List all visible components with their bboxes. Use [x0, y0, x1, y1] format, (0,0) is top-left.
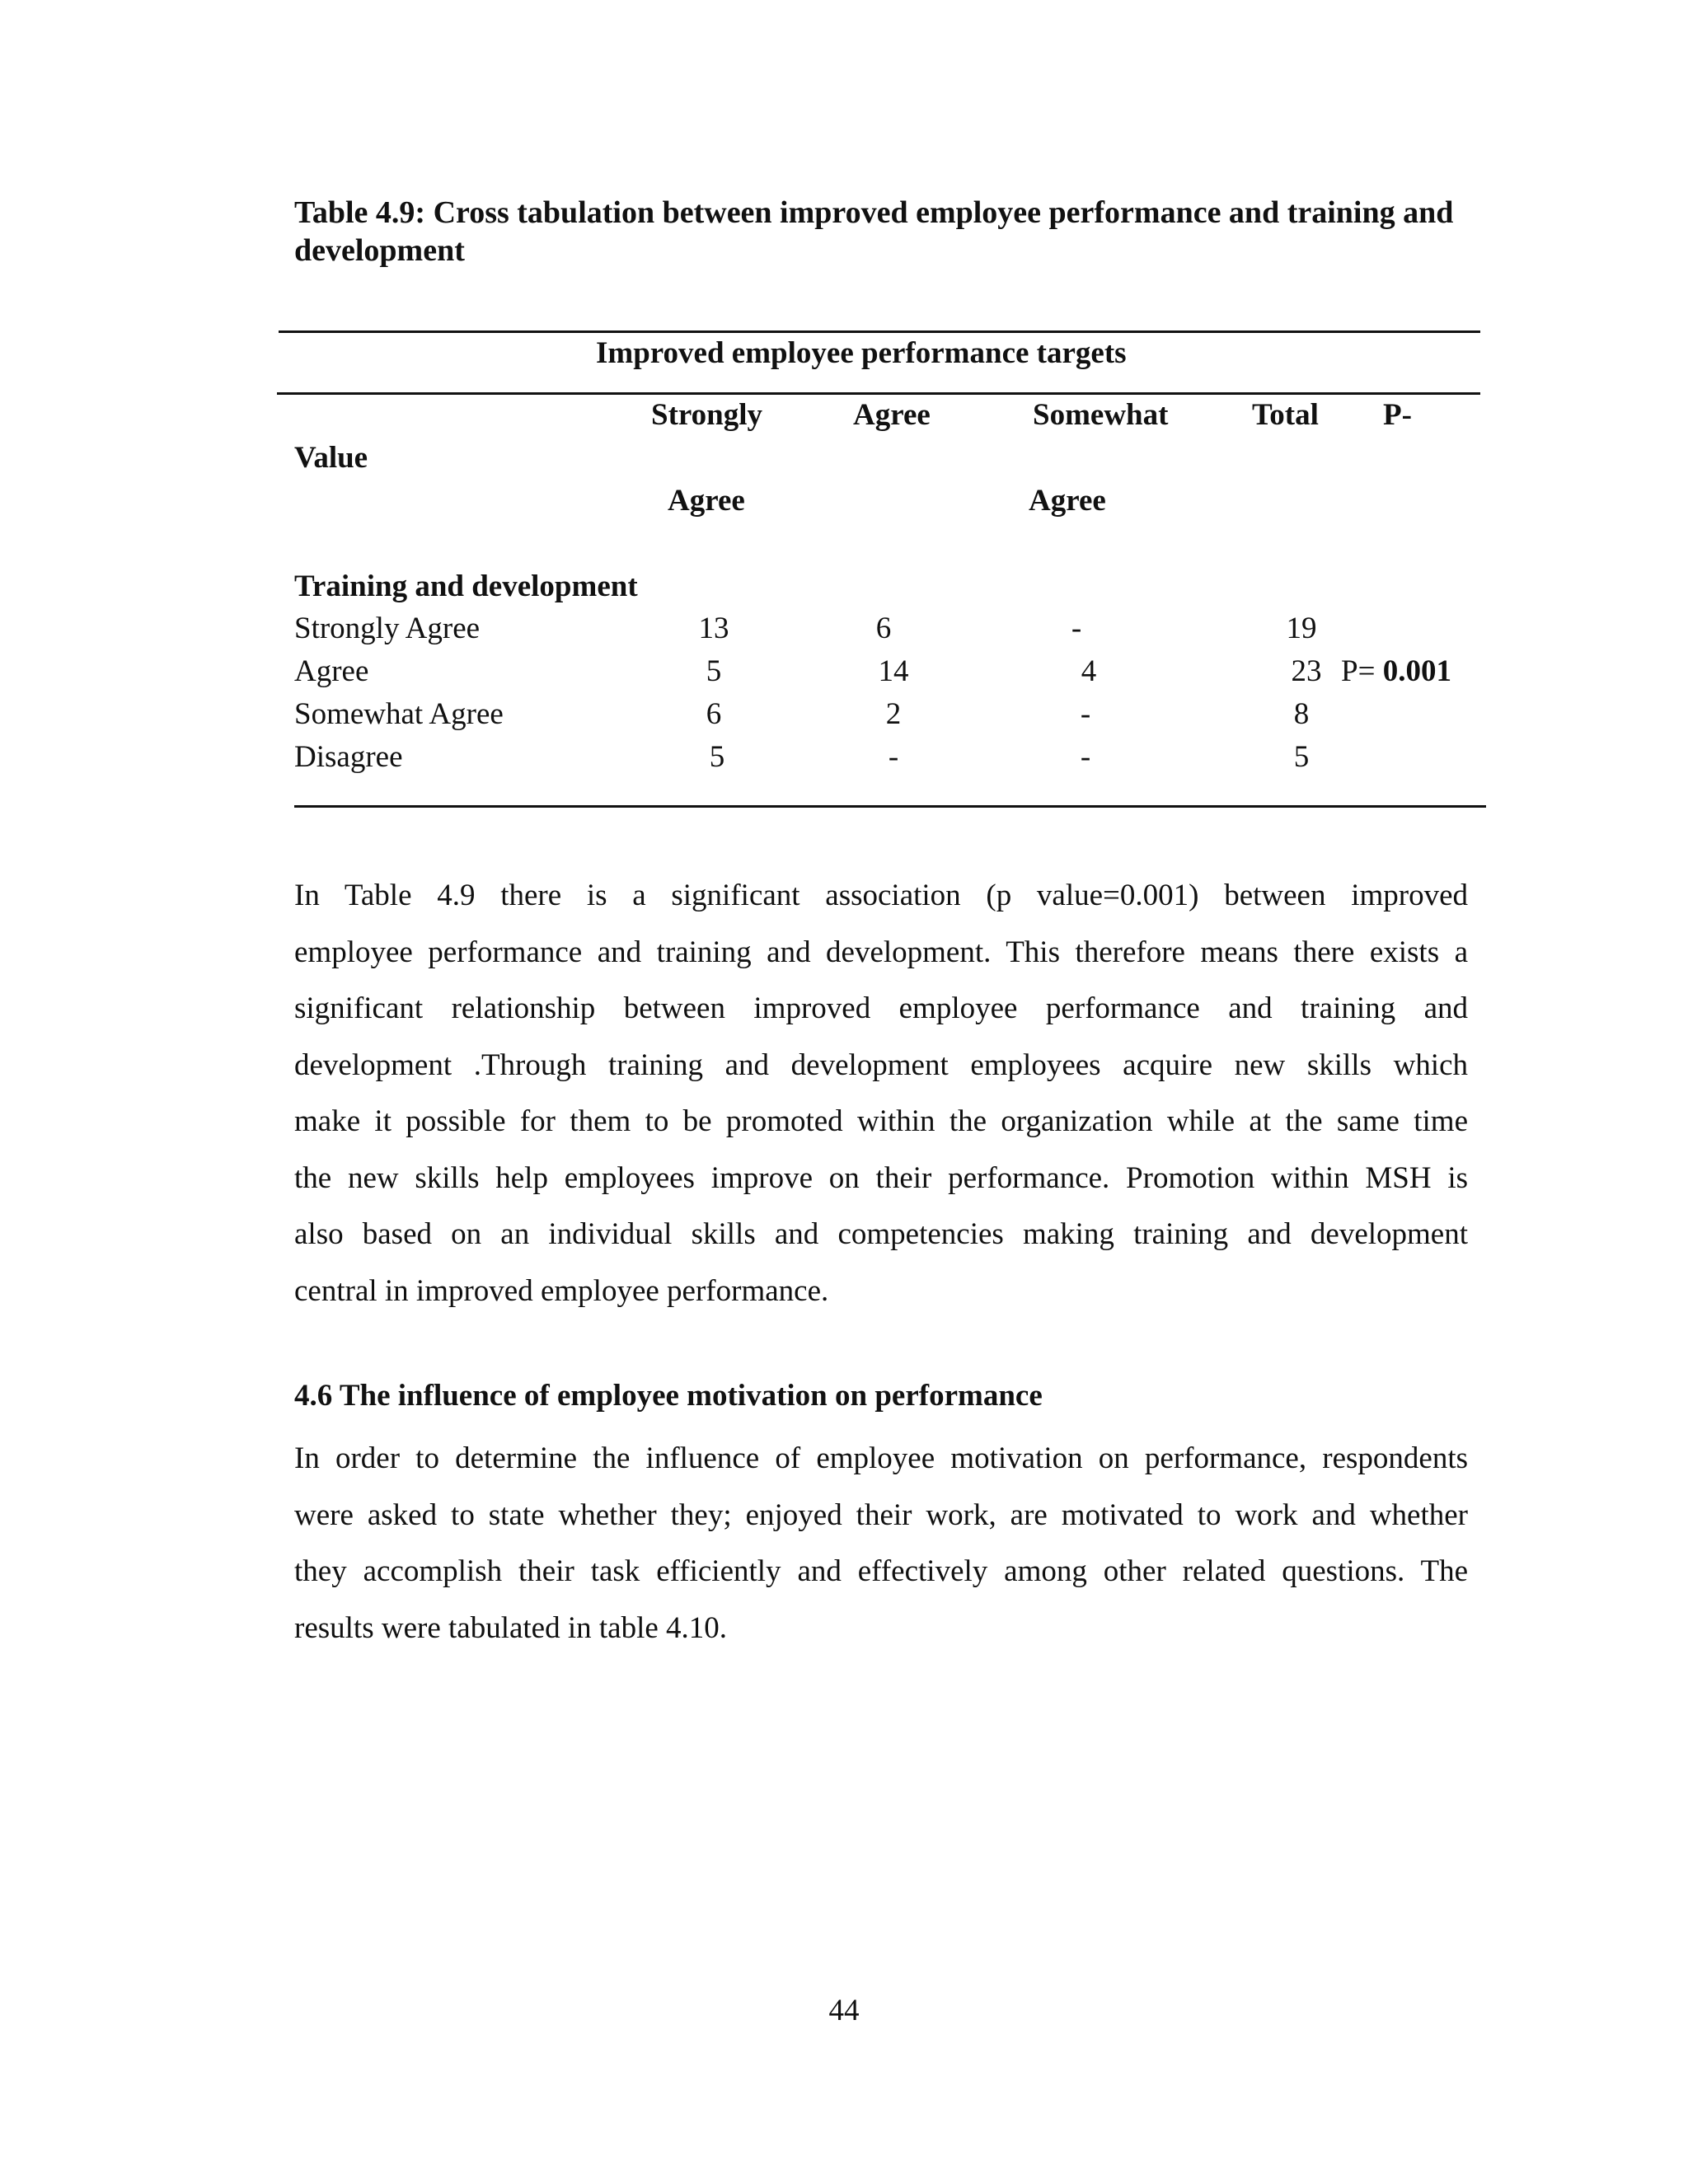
- column-header-strongly: Strongly: [651, 398, 763, 432]
- p-value: 0.001: [1382, 654, 1451, 688]
- p-value-label: [1341, 654, 1451, 689]
- cell-somewhat-agree: -: [1080, 740, 1091, 774]
- table-section-label: Training and development: [294, 569, 638, 603]
- paragraph-line: significant relationship between improved employee performance and training and: [294, 991, 1468, 1025]
- paragraph-line: In Table 4.9 there is a significant association (p value=0.001) between improved: [294, 879, 1468, 912]
- table-bottom-rule: [294, 805, 1486, 808]
- p-value-prefix: P=: [1341, 654, 1376, 688]
- body-paragraph-2: [294, 1431, 1468, 1657]
- cell-total: 19: [1286, 612, 1317, 645]
- paragraph-line: were asked to state whether they; enjoyed their work, are motivated to work and whether: [294, 1497, 1468, 1532]
- cell-somewhat-agree: 4: [1081, 654, 1097, 688]
- paragraph-line: the new skills help employees improve on their performance. Promotion within MSH is: [294, 1160, 1468, 1195]
- column-header-total: Total: [1252, 398, 1319, 432]
- cell-strongly-agree: 5: [706, 654, 722, 688]
- paragraph-line: also based on an individual skills and competencies making training and development: [294, 1217, 1468, 1251]
- paragraph-line: central in improved employee performance.: [294, 1273, 829, 1308]
- cell-somewhat-agree: -: [1071, 612, 1082, 645]
- page-number: 44: [828, 1994, 860, 2027]
- cell-somewhat-agree: -: [1080, 697, 1091, 731]
- table-group-header: Improved employee performance targets: [596, 336, 1127, 370]
- paragraph-line: results were tabulated in table 4.10.: [294, 1610, 728, 1645]
- section-heading: 4.6 The influence of employee motivation on performance: [294, 1379, 1043, 1413]
- table-top-rule: [279, 330, 1480, 333]
- cell-strongly-agree: 6: [706, 697, 722, 731]
- paragraph-line: they accomplish their task efficiently and effectively among other related questions. The: [294, 1554, 1468, 1588]
- paragraph-line: employee performance and training and development. This therefore means there exists a: [294, 935, 1468, 969]
- cell-agree: 2: [885, 697, 902, 731]
- cell-total: 8: [1293, 697, 1310, 731]
- row-header-value: Value: [294, 441, 368, 475]
- column-header-strongly-agree: Agree: [668, 484, 745, 518]
- paragraph-line: make it possible for them to be promoted within the organization while at the same time: [294, 1104, 1468, 1138]
- cell-strongly-agree: 5: [709, 740, 725, 774]
- row-label: Somewhat Agree: [294, 697, 504, 731]
- cell-agree: 14: [878, 654, 909, 688]
- column-header-somewhat-agree: Agree: [1029, 484, 1106, 518]
- column-header-agree: Agree: [853, 398, 931, 432]
- column-header-p: P-: [1383, 398, 1412, 432]
- row-label: Strongly Agree: [294, 612, 481, 645]
- table-header-rule: [277, 392, 1480, 395]
- cell-strongly-agree: 13: [698, 612, 729, 645]
- cell-total: 5: [1293, 740, 1310, 774]
- body-paragraph-1: [294, 868, 1468, 1319]
- row-label: Disagree: [294, 740, 403, 774]
- cell-agree: 6: [875, 612, 892, 645]
- cell-agree: -: [888, 740, 899, 774]
- cell-total: 23: [1291, 654, 1322, 688]
- paragraph-line: In order to determine the influence of employee motivation on performance, respondents: [294, 1441, 1468, 1475]
- row-label: Agree: [294, 654, 369, 688]
- paragraph-line: development .Through training and development employees acquire new skills which: [294, 1047, 1468, 1082]
- column-header-somewhat: Somewhat: [1033, 398, 1169, 432]
- table-caption: Table 4.9: Cross tabulation between improved employee performance and training and development: [294, 195, 1454, 268]
